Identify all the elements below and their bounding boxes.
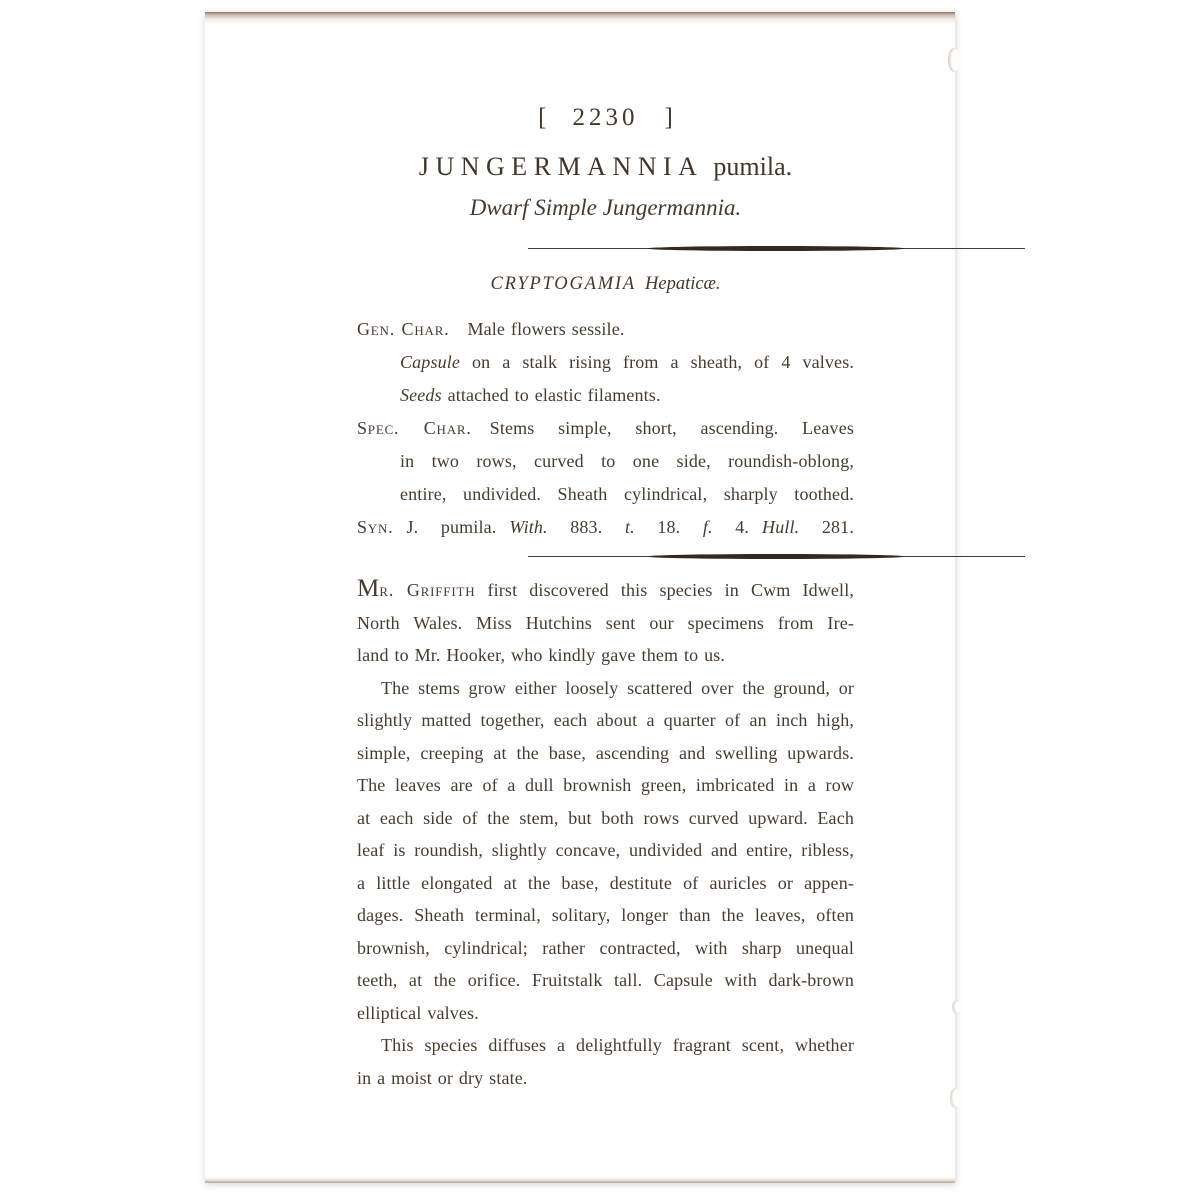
text-line: North Wales. Miss Hutchins sent our specimens from Ire- xyxy=(357,612,854,633)
classification-line xyxy=(357,274,854,295)
text-line: Mr. Griffith first discovered this species in Cwm Idwell, xyxy=(357,575,854,602)
text-line: slightly matted together, each about a quarter of an inch high, xyxy=(357,710,854,730)
text-line: land to Mr. Hooker, who kindly gave them to us. xyxy=(357,645,726,665)
swelled-rule-top xyxy=(528,246,1025,251)
text-line: at each side of the stem, but both rows curved upward. Each xyxy=(357,807,854,828)
text-line: elliptical valves. xyxy=(357,1002,479,1023)
text-line: Syn. J. pumila. With. 883. t. 18. f. 4. Hull. 281. xyxy=(357,517,854,537)
page-edge-notch xyxy=(952,1000,961,1014)
text-line: in a moist or dry state. xyxy=(357,1067,528,1088)
scanned-page xyxy=(205,12,955,1183)
page-number-bracket-right: ] xyxy=(664,104,673,131)
text-line: entire, undivided. Sheath cylindrical, sharply toothed. xyxy=(400,484,854,504)
swelled-rule-divider xyxy=(528,554,1025,559)
genus-name: JUNGERMANNIA xyxy=(418,152,704,181)
text-line: a little elongated at the base, destitute of auricles or appen- xyxy=(357,872,854,893)
order-name: Hepaticæ. xyxy=(645,274,721,294)
text-line: teeth, at the orifice. Fruitstalk tall. Capsule with dark-brown xyxy=(357,970,854,990)
text-line: brownish, cylindrical; rather contracted, with sharp unequal xyxy=(357,937,854,958)
text-line: The stems grow either loosely scattered over the ground, or xyxy=(381,677,854,698)
text-line: in two rows, curved to one side, roundish-oblong, xyxy=(400,451,854,471)
text-line: Seeds attached to elastic filaments. xyxy=(400,385,661,405)
page-content xyxy=(357,12,854,1183)
species-title xyxy=(357,152,854,182)
page-number xyxy=(357,104,854,132)
species-epithet: pumila. xyxy=(713,152,793,181)
text-line: This species diffuses a delightfully fragrant scent, whether xyxy=(381,1035,854,1055)
text-line: Gen. Char. Male flowers sessile. xyxy=(357,319,625,339)
text-line: dages. Sheath terminal, solitary, longer than the leaves, often xyxy=(357,905,854,925)
text-line: The leaves are of a dull brownish green, imbricated in a row xyxy=(357,775,854,795)
text-line: simple, creeping at the base, ascending and swelling upwards. xyxy=(357,742,854,763)
body-text xyxy=(357,574,854,1094)
common-name-subtitle: Dwarf Simple Jungermannia. xyxy=(469,195,742,220)
page-edge-notch xyxy=(948,48,960,72)
page-number-bracket-left: [ xyxy=(538,104,547,131)
text-line: Spec. Char. Stems simple, short, ascending. Leaves xyxy=(357,418,854,438)
text-line: Capsule on a stalk rising from a sheath, of 4 valves. xyxy=(400,352,854,372)
text-line: leaf is roundish, slightly concave, undivided and entire, ribless, xyxy=(357,840,854,860)
page-edge-notch xyxy=(950,1088,960,1108)
characters-block xyxy=(357,313,854,544)
class-name: CRYPTOGAMIA xyxy=(490,274,636,294)
page-number-value: 2230 xyxy=(572,104,639,131)
